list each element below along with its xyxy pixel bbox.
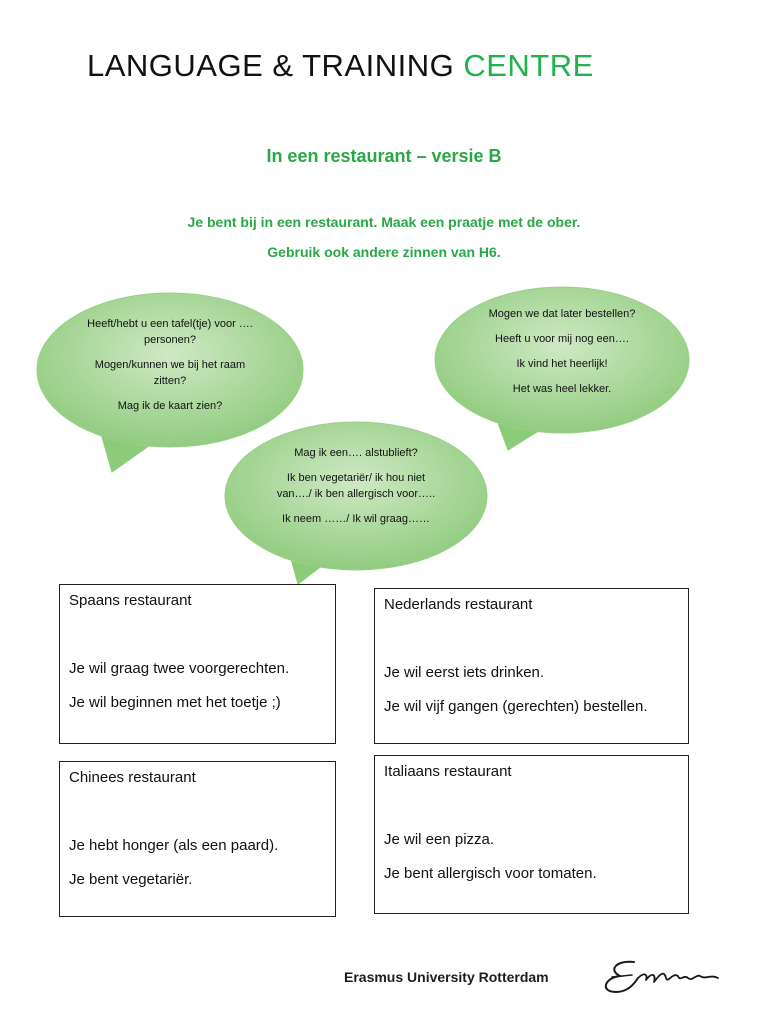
bubble-center-text (270, 445, 442, 536)
card-line: Je wil graag twee voorgerechten. (69, 660, 290, 677)
card-italiaans-restaurant (374, 755, 689, 914)
card-title: Chinees restaurant (69, 769, 196, 786)
bubble-left-line: Heeft/hebt u een tafel(tje) voor …. personen? (87, 318, 253, 346)
card-chinees-restaurant (59, 761, 336, 917)
bubble-left-line: Mag ik de kaart zien? (117, 400, 223, 412)
card-spaans-restaurant (59, 584, 336, 744)
card-title: Italiaans restaurant (384, 763, 512, 780)
card-line: Je wil een pizza. (384, 831, 495, 848)
instruction-line-1: Je bent bij in een restaurant. Maak een praatje met de ober. (187, 214, 581, 230)
bubble-right-line: Het was heel lekker. (512, 383, 612, 395)
bubble-center-line: Ik ben vegetariër/ ik hou niet van…./ ik ben allergisch voor….. (276, 472, 436, 500)
card-line: Je bent vegetariër. (69, 871, 193, 888)
card-line: Je wil beginnen met het toetje ;) (69, 694, 281, 711)
header-title-accent: CENTRE (463, 48, 594, 83)
university-name: Erasmus University Rotterdam (344, 969, 549, 985)
bubble-right-line: Heeft u voor mij nog een…. (495, 333, 629, 345)
header-title-main: LANGUAGE & TRAINING (87, 48, 455, 83)
card-line: Je wil vijf gangen (gerechten) bestellen. (384, 698, 648, 715)
card-line: Je bent allergisch voor tomaten. (384, 865, 597, 882)
bubble-center-line: Ik neem ……/ Ik wil graag…… (282, 513, 430, 525)
instruction-line-2: Gebruik ook andere zinnen van H6. (267, 244, 501, 260)
bubble-right-text (472, 306, 652, 406)
bubble-left-text (80, 316, 260, 423)
card-line: Je wil eerst iets drinken. (384, 664, 545, 681)
exercise-title: In een restaurant – versie B (266, 146, 502, 166)
card-title: Spaans restaurant (69, 592, 192, 609)
bubble-left-line: Mogen/kunnen we bij het raam zitten? (94, 359, 246, 387)
bubble-center-line: Mag ik een…. alstublieft? (294, 447, 418, 459)
card-line: Je hebt honger (als een paard). (69, 837, 279, 854)
card-nederlands-restaurant (374, 588, 689, 744)
bubble-right-line: Ik vind het heerlijk! (516, 358, 608, 370)
bubble-right-line: Mogen we dat later bestellen? (488, 308, 636, 320)
card-title: Nederlands restaurant (384, 596, 533, 613)
erasmus-signature-logo (594, 952, 734, 1002)
